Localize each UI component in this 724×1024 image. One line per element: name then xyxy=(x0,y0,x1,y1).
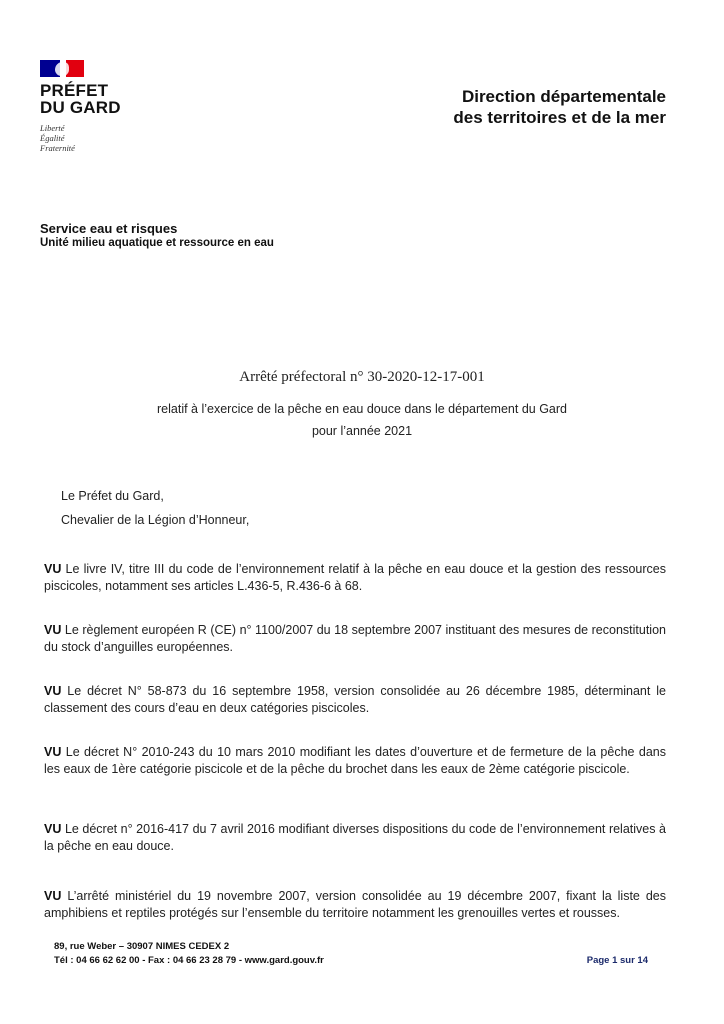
page-number: Page 1 sur 14 xyxy=(586,955,648,966)
prefecture-logo xyxy=(40,60,150,153)
vu-paragraph xyxy=(44,888,666,922)
vu-keyword: VU xyxy=(44,623,62,637)
vu-paragraph xyxy=(44,821,666,855)
prefet-line: Chevalier de la Légion d’Honneur, xyxy=(61,513,250,527)
logo-name-line: PRÉFET xyxy=(40,81,109,100)
vu-text: Le décret N° 2010-243 du 10 mars 2010 modifiant les dates d’ouverture et de fermeture de la pêche dans les eaux de 1ère catégorie piscicole et de la pêche du brochet dans les eaux de 2ème catégorie piscicole. xyxy=(44,745,666,776)
service-unit: Unité milieu aquatique et ressource en eau xyxy=(40,237,274,249)
prefet-line: Le Préfet du Gard, xyxy=(61,489,164,503)
vu-text: Le décret n° 2016-417 du 7 avril 2016 modifiant diverses dispositions du code de l’environnement relatives à la pêche en eau douce. xyxy=(44,822,666,853)
vu-keyword: VU xyxy=(44,684,62,698)
footer-address-block xyxy=(54,940,324,968)
logo-name-line: DU GARD xyxy=(40,98,121,117)
subtitle-line: relatif à l’exercice de la pêche en eau douce dans le département du Gard xyxy=(157,402,567,416)
arrete-title: Arrêté préfectoral n° 30-2020-12-17-001 xyxy=(239,369,485,385)
direction-heading xyxy=(453,86,666,128)
arrete-subtitle xyxy=(0,398,724,442)
logo-motto xyxy=(40,123,150,153)
subtitle-line: pour l’année 2021 xyxy=(311,424,413,438)
vu-keyword: VU xyxy=(44,822,62,836)
logo-name xyxy=(40,82,150,116)
vu-keyword: VU xyxy=(44,745,62,759)
direction-line: des territoires et de la mer xyxy=(453,108,666,127)
motto-line: Liberté xyxy=(40,123,65,133)
motto-line: Fraternité xyxy=(40,143,75,153)
vu-keyword: VU xyxy=(44,562,62,576)
direction-line: Direction départementale xyxy=(461,87,666,106)
vu-paragraph xyxy=(44,683,666,717)
vu-text: Le règlement européen R (CE) n° 1100/2007 du 18 septembre 2007 instituant des mesures de reconstitution du stock d’anguilles européennes. xyxy=(44,623,666,654)
vu-text: Le livre IV, titre III du code de l’environnement relatif à la pêche en eau douce et la gestion des ressources piscicoles, notamment ses articles L.436-5, R.436-6 à 68. xyxy=(44,562,666,593)
footer-contact: Tél : 04 66 62 62 00 - Fax : 04 66 23 28 79 - www.gard.gouv.fr xyxy=(54,955,324,966)
motto-line: Égalité xyxy=(40,133,65,143)
service-name: Service eau et risques xyxy=(40,221,178,236)
service-block xyxy=(40,221,440,251)
vu-keyword: VU xyxy=(44,889,62,903)
vu-paragraph xyxy=(44,561,666,595)
prefet-block xyxy=(61,484,249,532)
vu-text: L’arrêté ministériel du 19 novembre 2007, version consolidée au 19 décembre 2007, fixant la liste des amphibiens et reptiles protégés sur l’ensemble du territoire notamment les grenouilles vertes et rousses. xyxy=(44,889,666,920)
vu-text: Le décret N° 58-873 du 16 septembre 1958, version consolidée au 26 décembre 1985, déterminant le classement des cours d’eau en deux catégories piscicoles. xyxy=(44,684,666,715)
footer-address: 89, rue Weber – 30907 NIMES CEDEX 2 xyxy=(54,941,230,952)
marianne-flag-icon xyxy=(40,60,84,77)
vu-paragraph xyxy=(44,622,666,656)
vu-paragraph xyxy=(44,744,666,778)
